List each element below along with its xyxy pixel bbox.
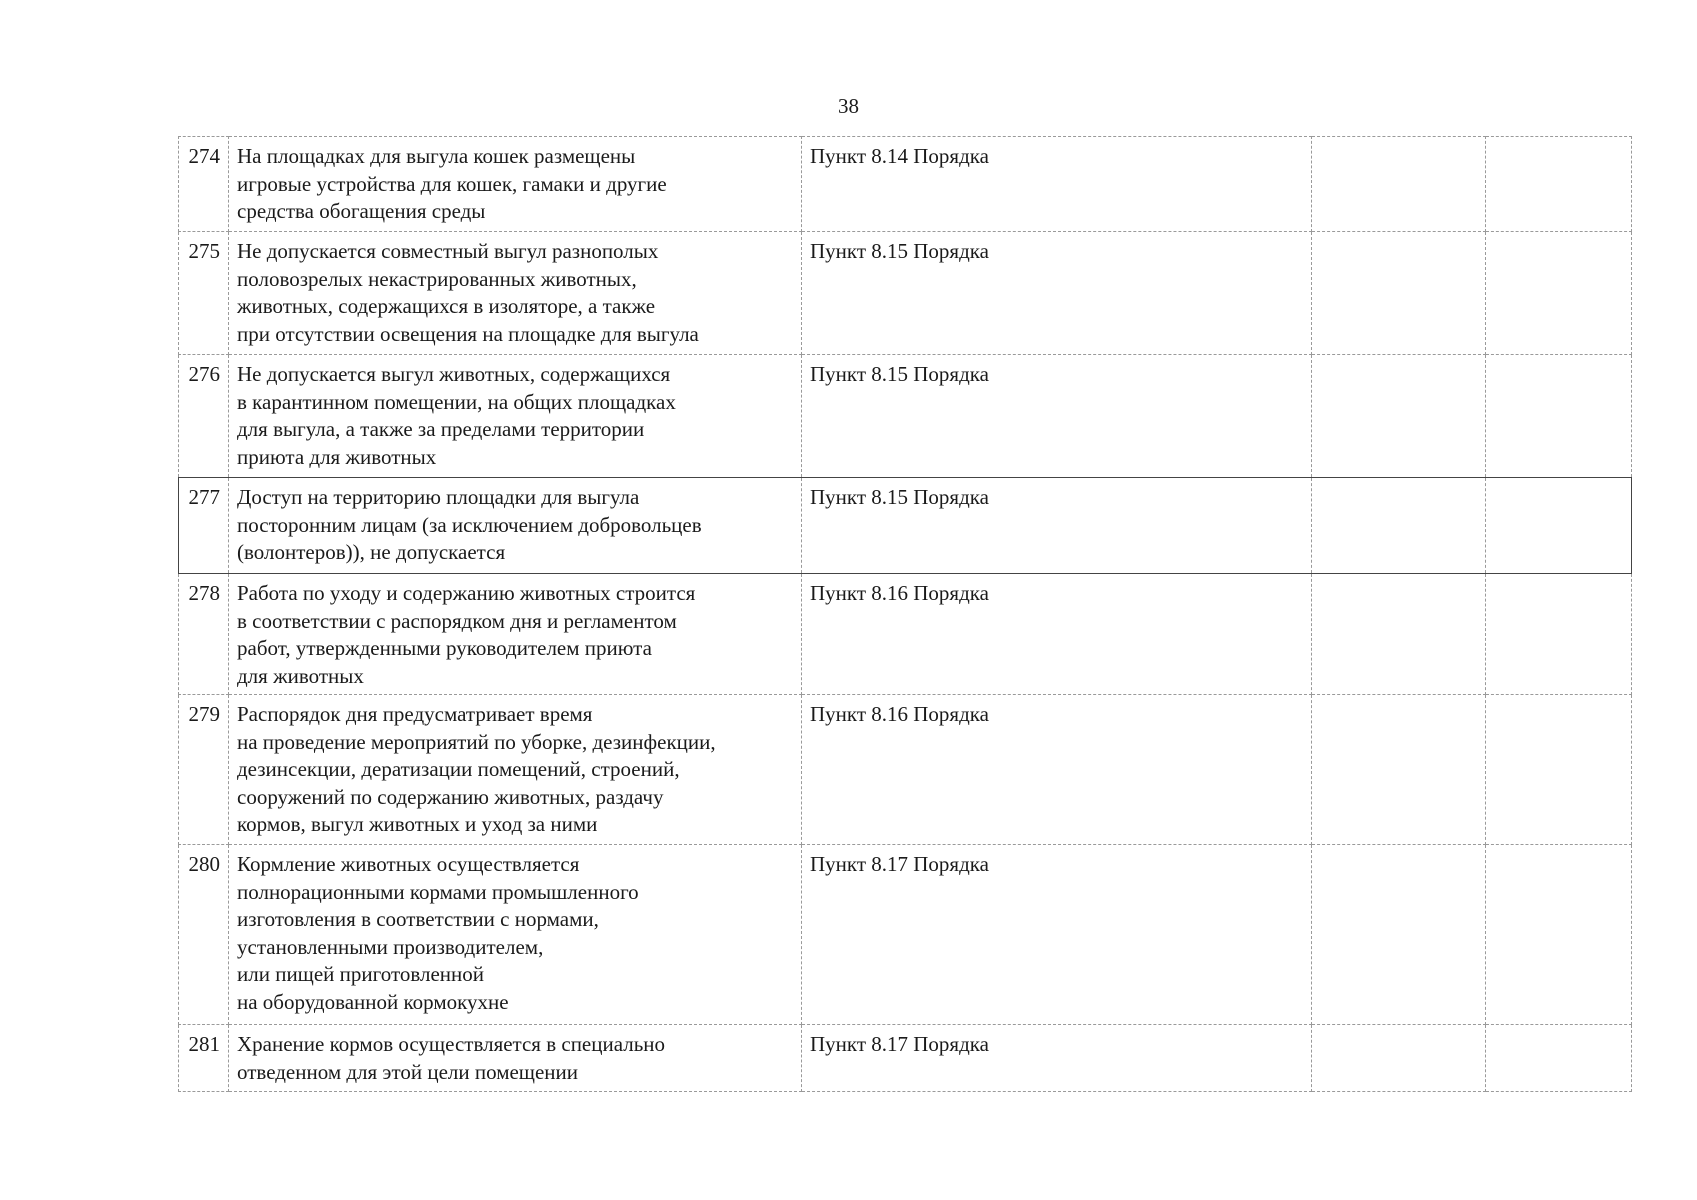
legal-reference: Пункт 8.16 Порядка	[802, 574, 1312, 695]
table-row	[179, 695, 1632, 845]
empty-cell	[1486, 1025, 1632, 1092]
row-number: 281	[179, 1025, 229, 1092]
empty-cell	[1312, 232, 1486, 355]
table-row	[179, 574, 1632, 695]
empty-cell	[1312, 574, 1486, 695]
empty-cell	[1312, 695, 1486, 845]
page-number: 38	[838, 94, 859, 118]
empty-cell	[1486, 574, 1632, 695]
table-row	[179, 137, 1632, 232]
requirement-text: Работа по уходу и содержанию животных строится в соответствии с распорядком дня и регламентом работ, утвержденными руководителем приюта для животных	[229, 574, 802, 695]
requirement-text: Доступ на территорию площадки для выгула посторонним лицам (за исключением добровольцев (волонтеров)), не допускается	[229, 478, 802, 574]
empty-cell	[1312, 137, 1486, 232]
legal-reference: Пункт 8.14 Порядка	[802, 137, 1312, 232]
row-number: 274	[179, 137, 229, 232]
requirements-table	[178, 136, 1632, 1092]
empty-cell	[1486, 137, 1632, 232]
table-row	[179, 232, 1632, 355]
table-row	[179, 478, 1632, 574]
requirement-text: Не допускается совместный выгул разнополых половозрелых некастрированных животных, животных, содержащихся в изоляторе, а также при отсутствии освещения на площадке для выгула	[229, 232, 802, 355]
requirement-text: Кормление животных осуществляется полнорационными кормами промышленного изготовления в соответствии с нормами, установленными производителем, или пищей приготовленной на оборудованной кормокухне	[229, 845, 802, 1025]
requirement-text: Не допускается выгул животных, содержащихся в карантинном помещении, на общих площадках для выгула, а также за пределами территории приюта для животных	[229, 355, 802, 478]
empty-cell	[1486, 232, 1632, 355]
empty-cell	[1486, 845, 1632, 1025]
legal-reference: Пункт 8.15 Порядка	[802, 355, 1312, 478]
row-number: 277	[179, 478, 229, 574]
legal-reference: Пункт 8.15 Порядка	[802, 478, 1312, 574]
legal-reference: Пункт 8.15 Порядка	[802, 232, 1312, 355]
row-number: 275	[179, 232, 229, 355]
empty-cell	[1486, 355, 1632, 478]
empty-cell	[1312, 845, 1486, 1025]
row-number: 276	[179, 355, 229, 478]
empty-cell	[1312, 1025, 1486, 1092]
row-number: 278	[179, 574, 229, 695]
legal-reference: Пункт 8.17 Порядка	[802, 1025, 1312, 1092]
empty-cell	[1486, 695, 1632, 845]
empty-cell	[1486, 478, 1632, 574]
requirement-text: На площадках для выгула кошек размещены игровые устройства для кошек, гамаки и другие средства обогащения среды	[229, 137, 802, 232]
requirement-text: Распорядок дня предусматривает время на проведение мероприятий по уборке, дезинфекции, дезинсекции, дератизации помещений, строений, сооружений по содержанию животных, раздачу кормов, выгул животных и уход за ними	[229, 695, 802, 845]
legal-reference: Пункт 8.17 Порядка	[802, 845, 1312, 1025]
empty-cell	[1312, 355, 1486, 478]
empty-cell	[1312, 478, 1486, 574]
table-row	[179, 845, 1632, 1025]
requirement-text: Хранение кормов осуществляется в специально отведенном для этой цели помещении	[229, 1025, 802, 1092]
table-row	[179, 355, 1632, 478]
table-row	[179, 1025, 1632, 1092]
row-number: 279	[179, 695, 229, 845]
row-number: 280	[179, 845, 229, 1025]
legal-reference: Пункт 8.16 Порядка	[802, 695, 1312, 845]
